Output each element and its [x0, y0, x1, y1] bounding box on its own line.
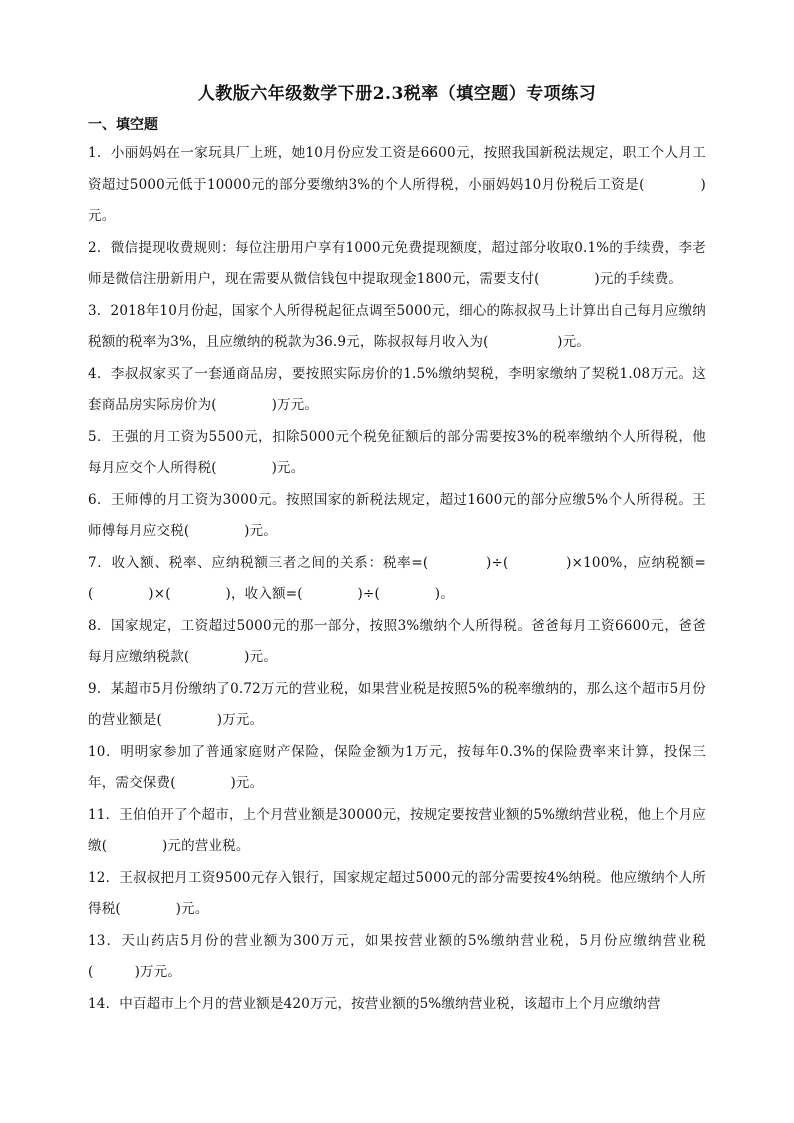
question-9: 9．某超市5月份缴纳了0.72万元的营业税，如果营业税是按照5%的税率缴纳的，那么这个超市5月份的营业额是( )万元。: [88, 680, 706, 728]
question-13: 13．天山药店5月份的营业额为300万元，如果按营业额的5%缴纳营业税，5月份应缴纳营业税( )万元。: [88, 932, 706, 980]
question-11: 11．王伯伯开了个超市，上个月营业额是30000元，按规定要按营业额的5%缴纳营业税，他上个月应缴( )元的营业税。: [88, 806, 706, 854]
question-10: 10．明明家参加了普通家庭财产保险，保险金额为1万元，按每年0.3%的保险费率来计算，投保三年，需交保费( )元。: [88, 743, 706, 791]
question-1: 1．小丽妈妈在一家玩具厂上班，她10月份应发工资是6600元，按照我国新税法规定，职工个人月工资超过5000元低于10000元的部分要缴纳3%的个人所得税，小丽妈妈10月份税后工资是( )元。: [88, 145, 706, 224]
question-12: 12．王叔叔把月工资9500元存入银行，国家规定超过5000元的部分需要按4%纳税。他应缴纳个人所得税( )元。: [88, 869, 706, 917]
question-7: 7．收入额、税率、应纳税额三者之间的关系：税率=( )÷( )×100%，应纳税额=( )×( )，收入额=( )÷( )。: [88, 554, 706, 602]
question-8: 8．国家规定，工资超过5000元的那一部分，按照3%缴纳个人所得税。爸爸每月工资6600元，爸爸每月应缴纳税款( )元。: [88, 617, 706, 665]
question-4: 4．李叔叔家买了一套通商品房，要按照实际房价的1.5%缴纳契税，李明家缴纳了契税1.08万元。这套商品房实际房价为( )万元。: [88, 365, 706, 413]
page-title: 人教版六年级数学下册2.3税率（填空题）专项练习: [197, 84, 597, 104]
question-2: 2．微信提现收费规则：每位注册用户享有1000元免费提现额度，超过部分收取0.1%的手续费，李老师是微信注册新用户，现在需要从微信钱包中提取现金1800元，需要支付( )元的手续费。: [88, 239, 706, 287]
question-5: 5．王强的月工资为5500元，扣除5000元个税免征额后的部分需要按3%的税率缴纳个人所得税，他每月应交个人所得税( )元。: [88, 428, 706, 476]
question-6: 6．王师傅的月工资为3000元。按照国家的新税法规定，超过1600元的部分应缴5%个人所得税。王师傅每月应交税( )元。: [88, 491, 706, 539]
question-14: 14．中百超市上个月的营业额是420万元，按营业额的5%缴纳营业税，该超市上个月应缴纳营: [88, 995, 661, 1012]
question-3: 3．2018年10月份起，国家个人所得税起征点调至5000元，细心的陈叔叔马上计算出自己每月应缴纳税额的税率为3%，且应缴纳的税款为36.9元，陈叔叔每月收入为( )元。: [88, 302, 706, 350]
section-heading: 一、填空题: [88, 117, 158, 133]
